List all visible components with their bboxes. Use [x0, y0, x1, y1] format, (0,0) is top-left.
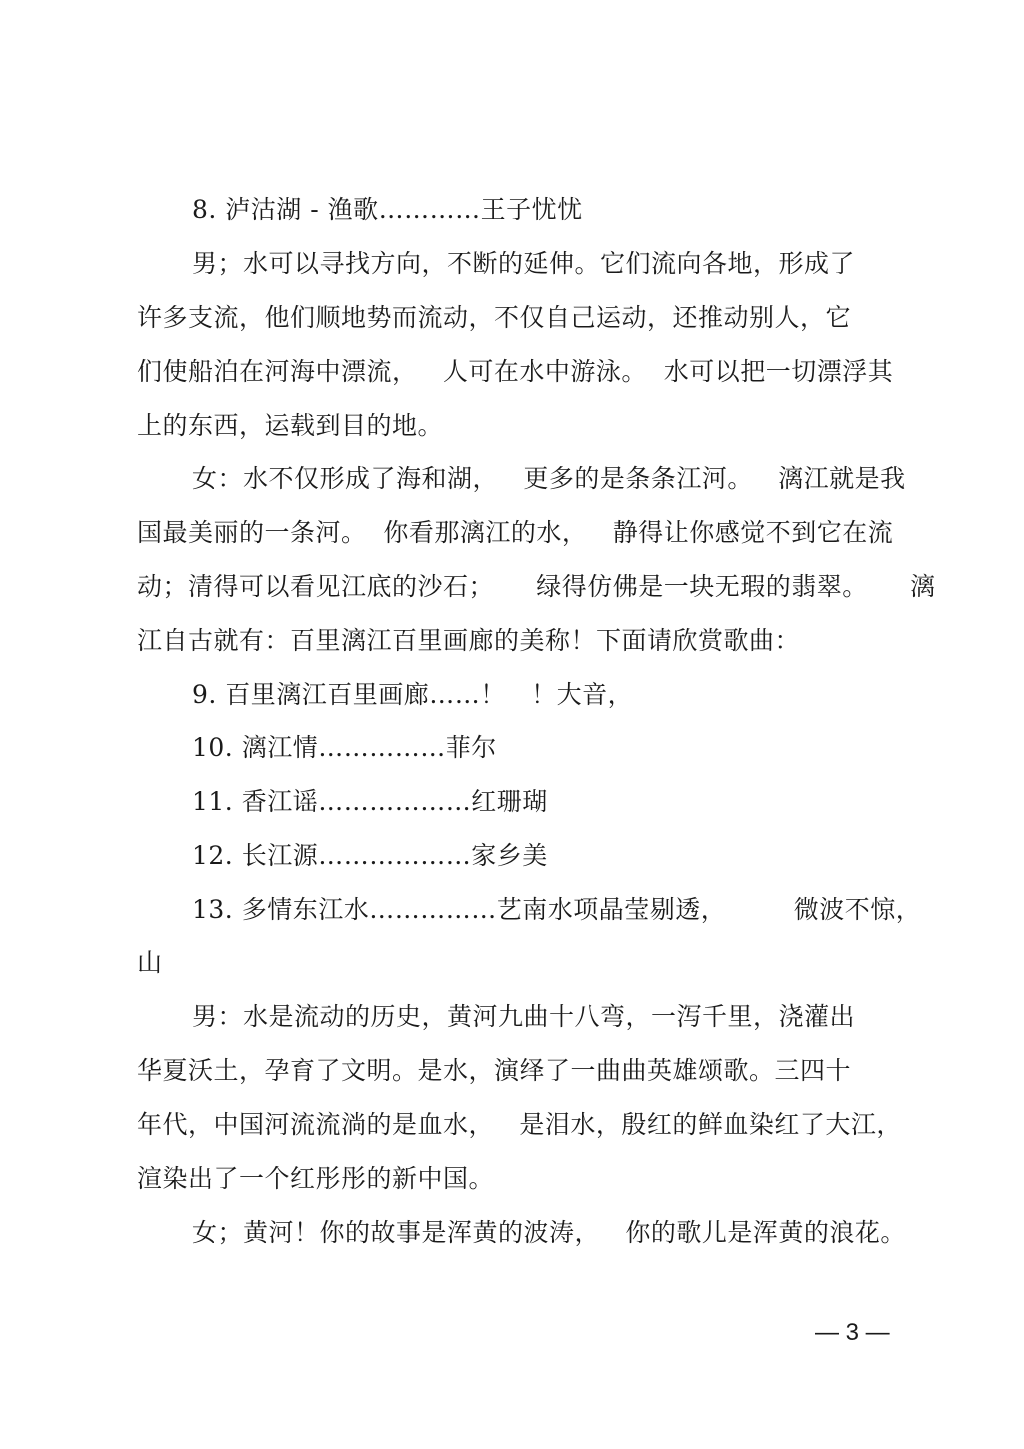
text-line: 女；黄河！你的故事是浑黄的波涛， 你的歌儿是浑黄的浪花。	[192, 1218, 906, 1247]
text-line: 女：水不仅形成了海和湖， 更多的是条条江河。 漓江就是我	[192, 464, 906, 493]
text-line: 8. 泸沽湖 - 渔歌…………王子忧忧	[192, 195, 583, 224]
text-line: 山	[137, 948, 163, 977]
text-line: 男：水是流动的历史，黄河九曲十八弯，一泻千里，浇灌出	[192, 1002, 856, 1031]
text-line: 年代，中国河流流淌的是血水， 是泪水，殷红的鲜血染红了大江，	[137, 1110, 902, 1139]
text-line: 动；清得可以看见江底的沙石； 绿得仿佛是一块无瑕的翡翠。 漓	[137, 572, 936, 601]
text-line: 上的东西，运载到目的地。	[137, 411, 444, 440]
text-line: 11. 香江谣………………红珊瑚	[192, 787, 548, 816]
page-number: — 3 —	[815, 1319, 890, 1346]
text-line: 13. 多情东江水……………艺南水项晶莹剔透， 微波不惊，	[192, 895, 922, 924]
text-line: 男；水可以寻找方向，不断的延伸。它们流向各地，形成了	[192, 249, 856, 278]
text-line: 12. 长江源………………家乡美	[192, 841, 548, 870]
text-line: 江自古就有：百里漓江百里画廊的美称！下面请欣赏歌曲：	[137, 626, 801, 655]
text-line: 华夏沃土，孕育了文明。是水，演绎了一曲曲英雄颂歌。三四十	[137, 1056, 852, 1085]
text-line: 许多支流，他们顺地势而流动，不仅自己运动，还推动别人，它	[137, 303, 852, 332]
text-line: 9. 百里漓江百里画廊……！ ！大音，	[192, 680, 634, 709]
text-line: 10. 漓江情……………菲尔	[192, 733, 497, 762]
text-line: 们使船泊在河海中漂流， 人可在水中游泳。 水可以把一切漂浮其	[137, 357, 894, 386]
text-line: 渲染出了一个红彤彤的新中国。	[137, 1164, 495, 1193]
text-line: 国最美丽的一条河。 你看那漓江的水， 静得让你感觉不到它在流	[137, 518, 894, 547]
